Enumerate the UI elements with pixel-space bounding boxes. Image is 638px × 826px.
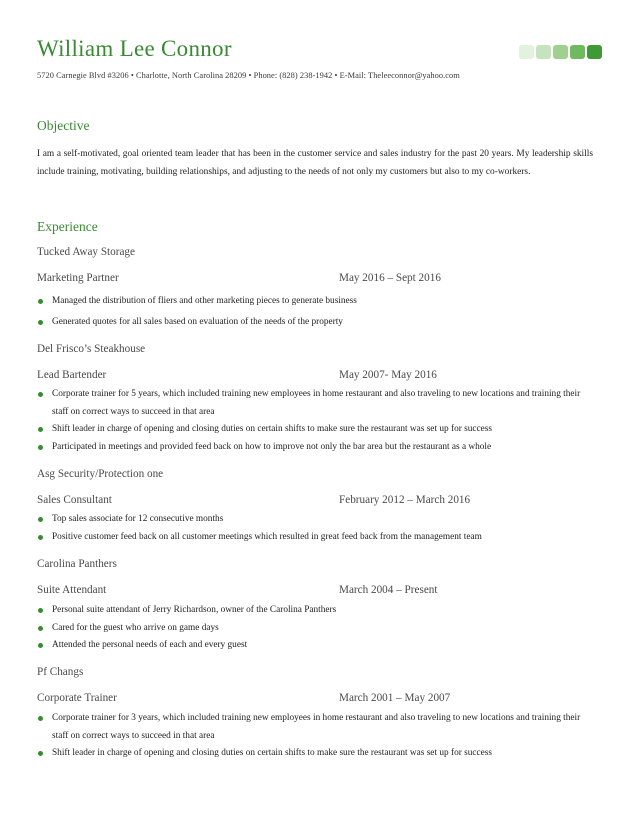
job-bullet: Participated in meetings and provided feed back on how to improve not only the bar area but the restaurant as a whole — [37, 439, 597, 457]
job-company: Pf Changs — [37, 666, 84, 678]
job-bullet: Cared for the guest who arrive on game days — [37, 620, 597, 638]
job-dates: May 2007- May 2016 — [339, 369, 437, 381]
job-dates: March 2004 – Present — [339, 584, 438, 596]
bullet-dot — [38, 716, 43, 721]
bullet-dot — [38, 608, 43, 613]
job-company: Carolina Panthers — [37, 558, 117, 570]
job-role: Lead Bartender — [37, 369, 107, 381]
decorative-squares — [519, 45, 602, 59]
job-bullet: Shift leader in charge of opening and closing duties on certain shifts to make sure the restaurant was set up for success — [37, 421, 597, 439]
job-bullet: Shift leader in charge of opening and closing duties on certain shifts to make sure the restaurant was set up for success — [37, 745, 597, 763]
job-bullet: Corporate trainer for 5 years, which included training new employees in home restaurant and also traveling to new locations and training their staff on correct ways to succeed in that area — [37, 386, 597, 421]
job-bullets — [37, 386, 597, 456]
bullet-dot — [38, 535, 43, 540]
objective-text: I am a self-motivated, goal oriented team leader that has been in the customer service and sales industry for the past 20 years. My leadership skills include training, motivating, building relationships, and adjusting to the needs of not only my customers but also to my co-workers. — [37, 149, 593, 177]
candidate-name: William Lee Connor — [37, 36, 232, 61]
job-company: Tucked Away Storage — [37, 246, 135, 258]
job-bullet: Top sales associate for 12 consecutive months — [37, 511, 597, 529]
job-company: Asg Security/Protection one — [37, 468, 164, 480]
job-role: Suite Attendant — [37, 584, 107, 596]
objective-heading: Objective — [37, 118, 90, 133]
bullet-dot — [38, 299, 43, 304]
job-bullets — [37, 602, 597, 655]
contact-line: 5720 Carnegie Blvd #3206 • Charlotte, North Carolina 28209 • Phone: (828) 238-1942 • E-Mail: Theleeconnor@yahoo.com — [37, 71, 460, 80]
bullet-dot — [38, 445, 43, 450]
job-bullets — [37, 710, 597, 763]
decor-square-5 — [587, 45, 602, 59]
job-role: Marketing Partner — [37, 272, 119, 284]
bullet-dot — [38, 643, 43, 648]
bullet-dot — [38, 427, 43, 432]
experience-heading: Experience — [37, 219, 98, 234]
decor-square-3 — [553, 45, 568, 59]
job-dates: February 2012 – March 2016 — [339, 494, 471, 506]
bullet-dot — [38, 517, 43, 522]
job-bullet: Generated quotes for all sales based on evaluation of the needs of the property — [37, 314, 597, 332]
job-dates: May 2016 – Sept 2016 — [339, 272, 441, 284]
bullet-dot — [38, 392, 43, 397]
bullet-dot — [38, 320, 43, 325]
job-role: Sales Consultant — [37, 494, 112, 506]
decor-square-4 — [570, 45, 585, 59]
job-bullet: Corporate trainer for 3 years, which included training new employees in home restaurant and also traveling to new locations and training their staff on correct ways to succeed in that area — [37, 710, 597, 745]
bullet-dot — [38, 751, 43, 756]
job-bullet: Managed the distribution of fliers and other marketing pieces to generate business — [37, 293, 597, 311]
job-bullet: Personal suite attendant of Jerry Richardson, owner of the Carolina Panthers — [37, 602, 597, 620]
job-bullets — [37, 511, 597, 546]
job-dates: March 2001 – May 2007 — [339, 692, 451, 704]
bullet-dot — [38, 626, 43, 631]
job-bullet: Attended the personal needs of each and every guest — [37, 637, 597, 655]
decor-square-2 — [536, 45, 551, 59]
job-bullet: Positive customer feed back on all customer meetings which resulted in great feed back from the management team — [37, 529, 597, 547]
job-bullets — [37, 293, 597, 331]
job-role: Corporate Trainer — [37, 692, 117, 704]
job-company: Del Frisco’s Steakhouse — [37, 343, 146, 355]
decor-square-1 — [519, 45, 534, 59]
